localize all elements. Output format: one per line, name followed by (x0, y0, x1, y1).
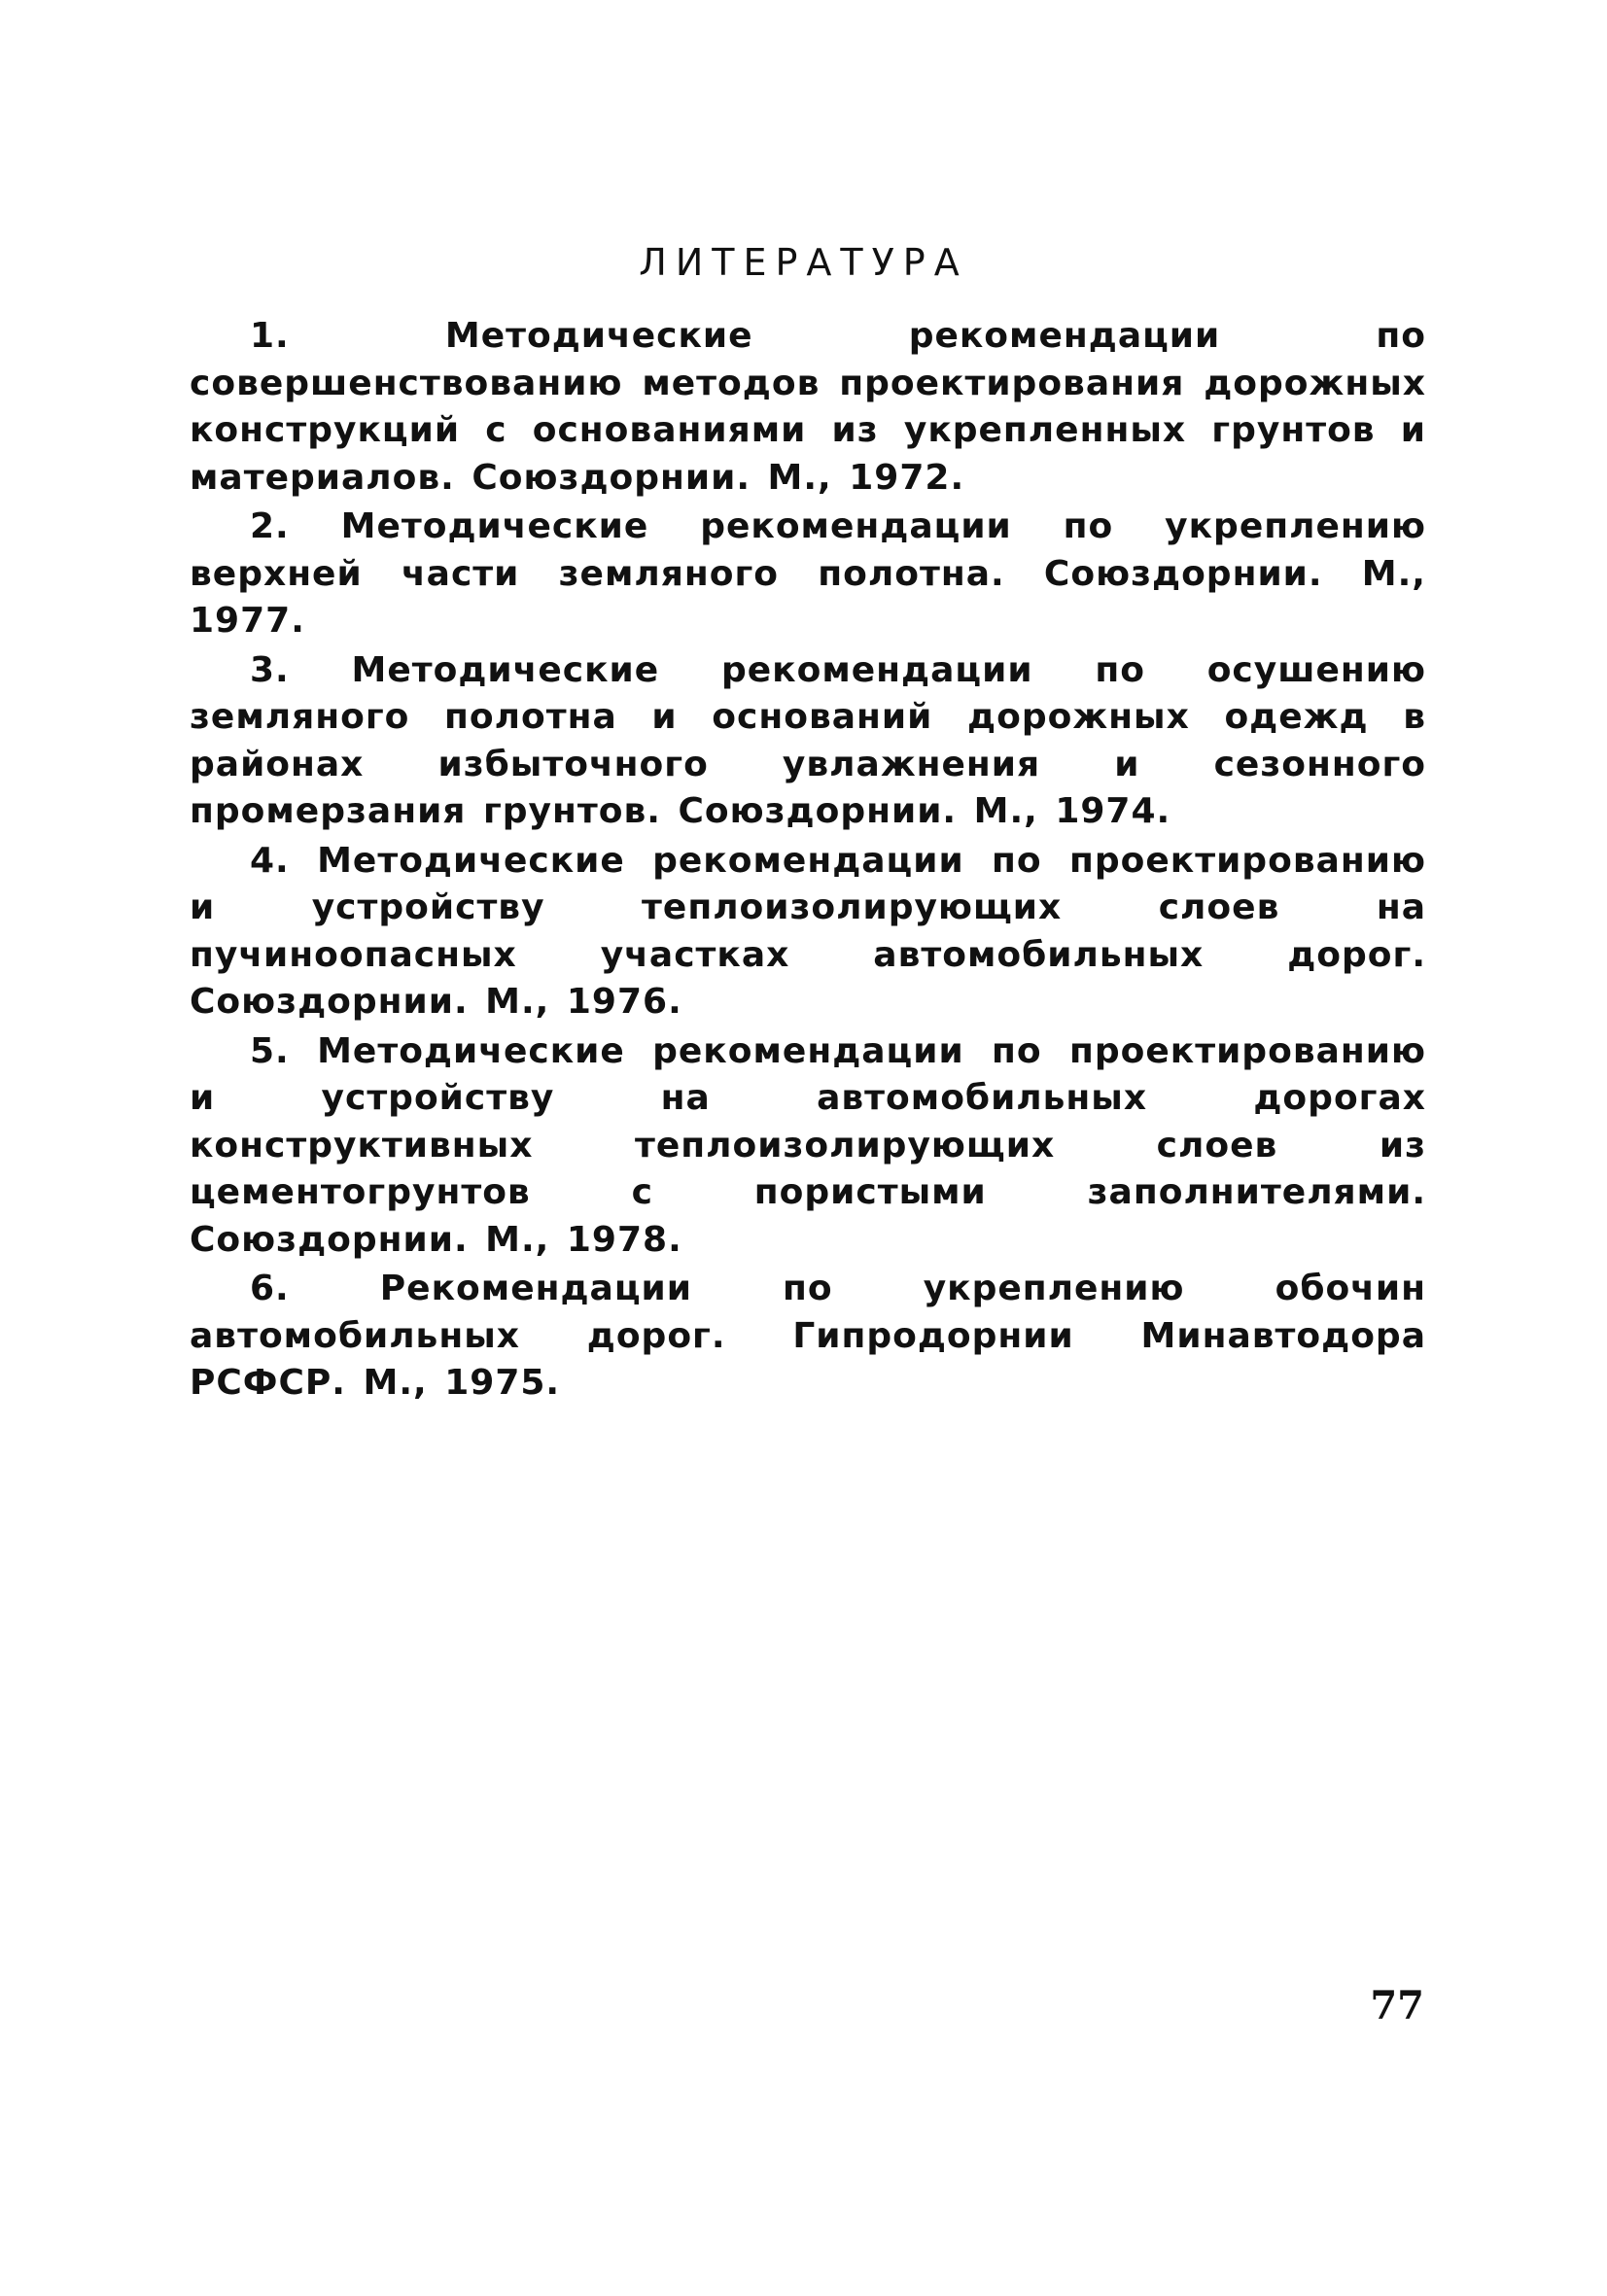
reference-text: Методические рекомендации по совершенствованию методов проектирования дорожных конструкций с основаниями из укрепленных грунтов и материалов. Союздорнии. М., 1972. (190, 316, 1426, 498)
reference-number: 6. (250, 1269, 290, 1308)
reference-text: Методические рекомендации по осушению земляного полотна и оснований дорожных одежд в районах избыточного увлажнения и сезонного промерзания грунтов. Союздорнии. М., 1974. (190, 649, 1426, 831)
reference-number: 2. (250, 506, 290, 546)
reference-item-1 (190, 313, 1426, 502)
reference-text: Рекомендации по укреплению обочин автомобильных дорог. Гипродорнии Минавтодора РСФСР. М., 1975. (190, 1269, 1426, 1403)
reference-item-5 (190, 1028, 1426, 1265)
reference-item-2 (190, 504, 1426, 645)
reference-number: 3. (250, 649, 290, 690)
page-number: 77 (1370, 1983, 1424, 2029)
reference-item-3 (190, 647, 1426, 836)
reference-text: Методические рекомендации по проектированию и устройству на автомобильных дорогах конструктивных теплоизолирующих слоев из цементогрунтов с пористыми заполнителями. Союздорнии. М., 1978. (190, 1030, 1426, 1260)
reference-number: 1. (250, 316, 290, 356)
reference-number: 5. (250, 1030, 290, 1071)
reference-item-4 (190, 838, 1426, 1026)
reference-item-6 (190, 1266, 1426, 1408)
reference-list (190, 313, 1426, 1409)
reference-number: 4. (250, 840, 290, 881)
reference-text: Методические рекомендации по укреплению верхней части земляного полотна. Союздорнии. М., 1977. (190, 506, 1426, 641)
reference-text: Методические рекомендации по проектированию и устройству теплоизолирующих слоев на пучиноопасных участках автомобильных дорог. Союздорнии. М., 1976. (190, 840, 1426, 1022)
bibliography-heading: ЛИТЕРАТУРА (639, 241, 968, 284)
